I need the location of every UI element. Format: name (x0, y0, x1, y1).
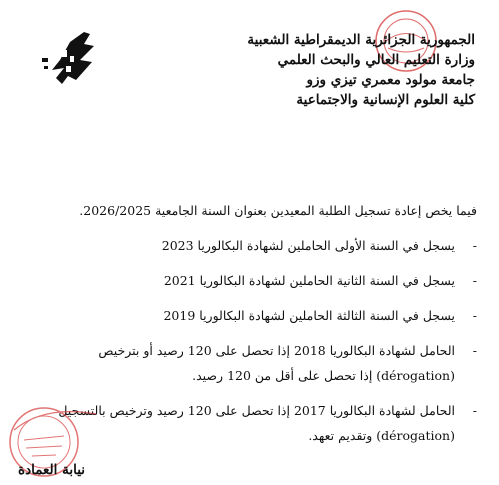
header-faculty: كلية العلوم الإنسانية والاجتماعية (296, 92, 475, 108)
header-university: جامعة مولود معمري تيزي وزو (306, 72, 475, 88)
list-item: - يسجل في السنة الثالثة الحاملين لشهادة البكالوريا 2019 (163, 308, 477, 323)
university-logo-icon (40, 20, 100, 92)
document-header (247, 30, 475, 110)
list-item: - يسجل في السنة الثانية الحاملين لشهادة البكالوريا 2021 (163, 273, 477, 288)
list-item: - الحامل لشهادة البكالوريا 2017 إذا تحصل على 120 رصيد وترخيص بالتسجيل (dérogation) وتقديم تعهد. (58, 403, 477, 443)
list-item: - يسجل في السنة الأولى الحاملين لشهادة البكالوريا 2023 (161, 238, 477, 253)
header-republic: الجمهورية الجزائرية الديمقراطية الشعبية (247, 32, 475, 48)
signature-label: نيابة العمادة (18, 462, 86, 478)
header-ministry: وزارة التعليم العالي والبحث العلمي (277, 52, 475, 68)
intro-text: فيما يخص إعادة تسجيل الطلبة المعيدين بعنوان السنة الجامعية 2026/2025. (79, 203, 477, 218)
list-item: - الحامل لشهادة البكالوريا 2018 إذا تحصل على 120 رصيد أو بترخيص (dérogation) إذا تحصل على أقل من 120 رصيد. (98, 343, 477, 383)
